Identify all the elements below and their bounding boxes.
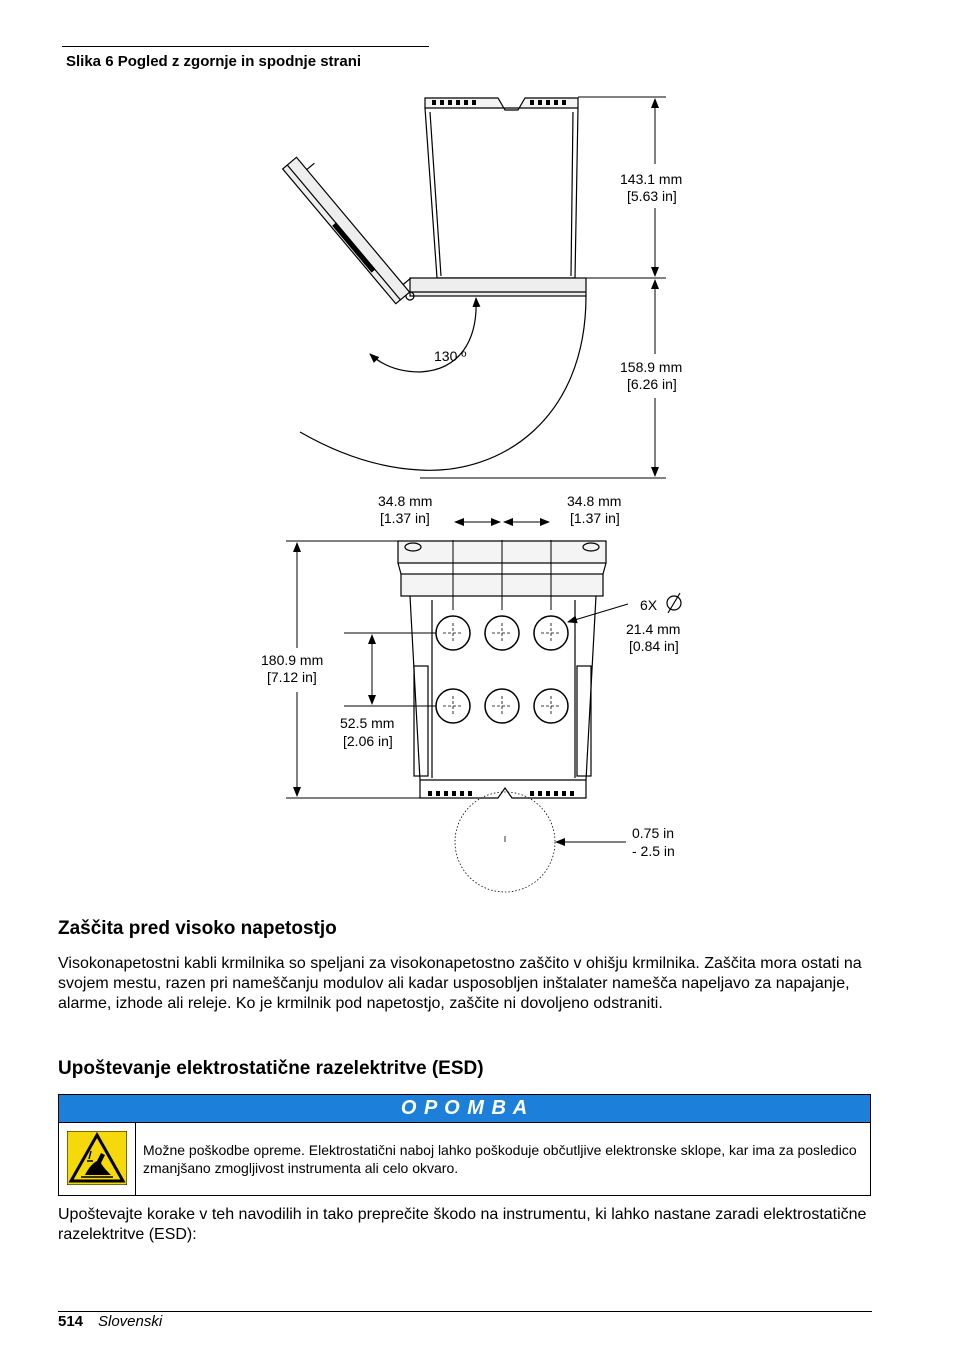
- note-text: Možne poškodbe opreme. Elektrostatični naboj lahko poškoduje občutljive elektronske sklope, kar ima za posledico zmanjšano zmogljivost instrumenta ali celo okvaro.: [143, 1142, 857, 1176]
- section-heading-esd: Upoštevanje elektrostatične razelektritve (ESD): [58, 1058, 484, 1079]
- diameter-symbol-icon: [667, 593, 681, 613]
- pipe-min: 0.75 in: [632, 825, 675, 841]
- row-spacing-mm: 52.5 mm: [340, 715, 395, 731]
- note-box: [58, 1094, 871, 1196]
- figure-caption: Slika 6 Pogled z zgornje in spodnje strani: [66, 53, 362, 70]
- spacing-left-mm: 34.8 mm: [378, 493, 433, 509]
- paragraph-high-voltage: Visokonapetostni kabli krmilnika so speljani za visokonapetostno zaščito v ohišju krmilnika. Zaščita mora ostati na svojem mestu, razen pri nameščanju modulov ali kadar usposobljen inštalater namešča napeljavo za napajanje, alarme, izhode ali releje. Ko je krmilnik pod napetostjo, zaščite ni dovoljeno odstraniti.: [58, 955, 862, 1012]
- note-header: O P O M B A: [59, 1095, 870, 1123]
- esd-warning-icon: [67, 1131, 127, 1185]
- door-clear-in: [6.26 in]: [627, 376, 677, 392]
- page-language: Slovenski: [98, 1313, 163, 1330]
- hole-diameter-mm: 21.4 mm: [626, 621, 681, 637]
- top-height-in: [5.63 in]: [627, 188, 677, 204]
- footer-rule: [58, 1311, 872, 1312]
- spacing-right-mm: 34.8 mm: [567, 493, 622, 509]
- holes-count: 6X: [640, 597, 658, 613]
- row-spacing-in: [2.06 in]: [343, 733, 393, 749]
- spacing-right-in: [1.37 in]: [570, 510, 620, 526]
- angle-label: 130 º: [434, 348, 467, 364]
- top-view-enclosure: [283, 98, 586, 470]
- note-icon-cell: [59, 1122, 136, 1195]
- total-height-mm: 180.9 mm: [261, 652, 324, 668]
- hole-diameter-in: [0.84 in]: [629, 638, 679, 654]
- pipe-max: - 2.5 in: [632, 843, 675, 859]
- top-height-mm: 143.1 mm: [620, 171, 683, 187]
- total-height-in: [7.12 in]: [267, 669, 317, 685]
- page-number: 514: [58, 1313, 84, 1330]
- section-heading-high-voltage: Zaščita pred visoko napetostjo: [58, 918, 337, 939]
- paragraph-esd: Upoštevajte korake v teh navodilih in tako preprečite škodo na instrumentu, ki lahko nastane zaradi elektrostatične razelektritve (ESD):: [58, 1206, 867, 1243]
- door-clear-mm: 158.9 mm: [620, 359, 683, 375]
- spacing-left-in: [1.37 in]: [380, 510, 430, 526]
